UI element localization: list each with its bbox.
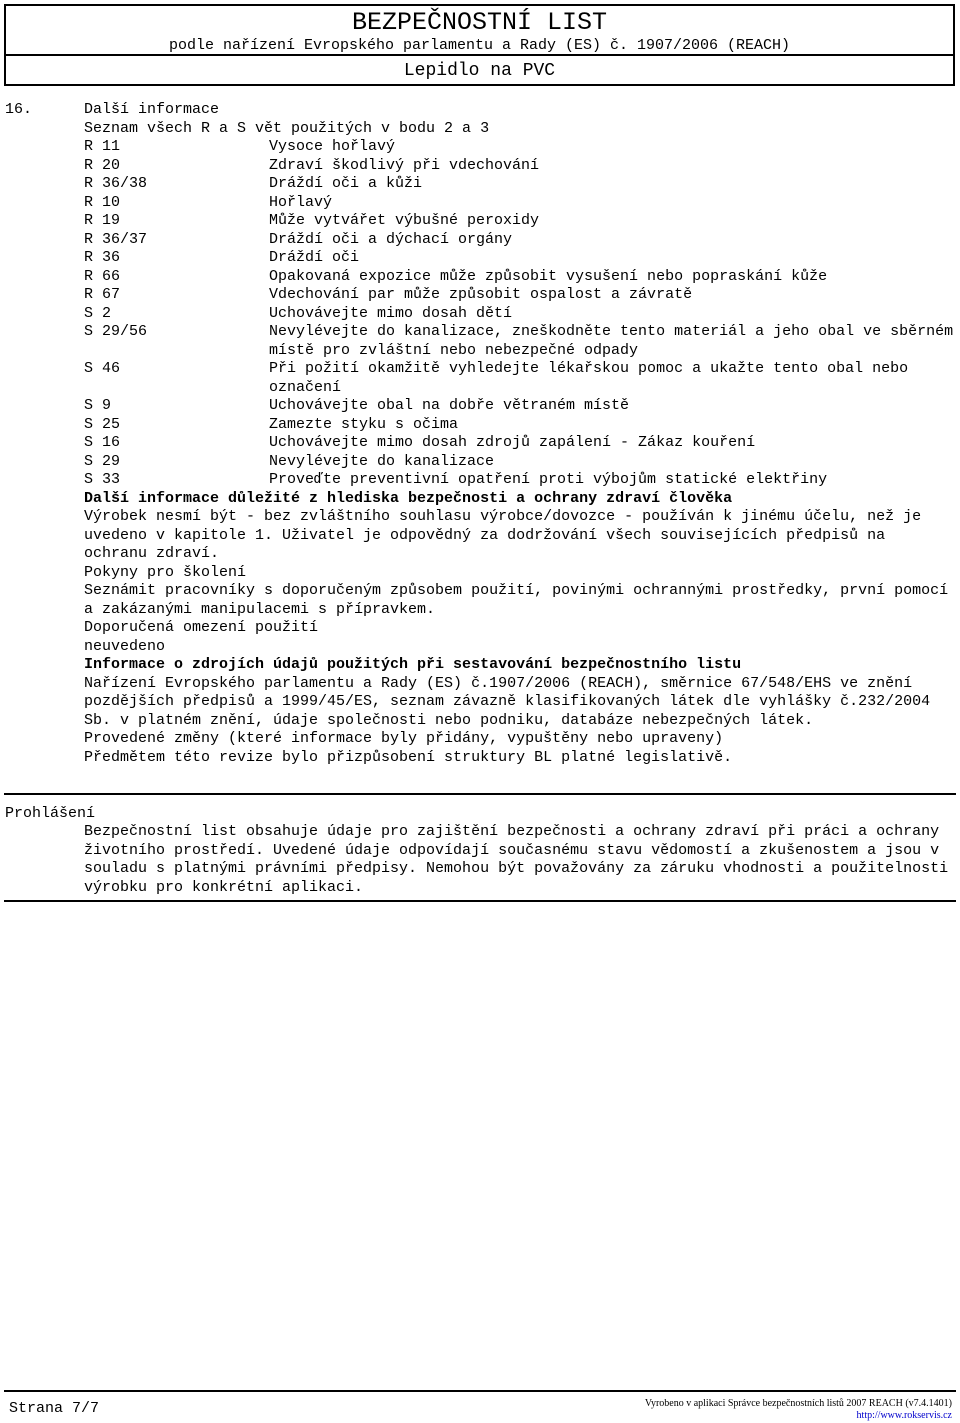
phrase-code: R 19: [84, 212, 121, 229]
phrase-code: S 2: [84, 304, 112, 322]
changes-heading: Provedené změny (které informace byly přidány, vypuštěny nebo upraveny): [84, 730, 724, 747]
phrase-row: [84, 453, 956, 472]
phrase-row: [84, 434, 956, 453]
phrase-text: Uchovávejte mimo dosah zdrojů zapálení - Zákaz kouření: [269, 434, 756, 451]
phrase-row: [84, 231, 956, 250]
phrase-code: S 46: [84, 360, 121, 377]
phrase-text: Zdraví škodlivý při vdechování: [269, 156, 540, 174]
phrase-text: Zamezte styku s očima: [269, 415, 459, 433]
restriction-text: neuvedeno: [84, 637, 166, 655]
changes-text: Předmětem této revize bylo přizpůsobení struktury BL platné legislativě.: [84, 748, 733, 766]
declaration-text: Bezpečnostní list obsahuje údaje pro zajištění bezpečnosti a ochrany zdraví při práci a ochrany životního prostředí. Uvedené údaje odpovídají současnému stavu vědomostí a zkušenostem a jsou v souladu s platnými právními předpisy. Nemohou být považovány za záruku vhodnosti a použitelnosti výrobku pro konkrétní aplikaci.: [84, 823, 949, 896]
regulation-subtitle: podle nařízení Evropského parlamentu a Rady (ES) č. 1907/2006 (REACH): [168, 37, 791, 54]
phrase-code: R 10: [84, 193, 121, 211]
section-content: [84, 101, 956, 767]
phrase-code: S 9: [84, 397, 112, 414]
phrase-text: Proveďte preventivní opatření proti výbojům statické elektřiny: [269, 471, 828, 488]
phrase-code: R 20: [84, 156, 121, 174]
document-header: [4, 4, 955, 56]
phrase-row: [84, 268, 956, 287]
phrase-list: [84, 138, 956, 490]
phrase-text: Nevylévejte do kanalizace, zneškodněte tento materiál a jeho obal ve sběrném místě pro zvláštní nebo nebezpečné odpady: [269, 323, 954, 359]
phrase-row: [84, 360, 956, 397]
phrase-row: [84, 249, 956, 268]
phrase-text: Opakovaná expozice může způsobit vysušení nebo popraskání kůže: [269, 267, 828, 285]
phrase-text: Nevylévejte do kanalizace: [269, 452, 495, 470]
safety-heading: Další informace důležité z hlediska bezpečnosti a ochrany zdraví člověka: [84, 489, 733, 507]
phrase-text: Dráždí oči a kůži: [269, 175, 423, 192]
phrase-code: R 36/37: [84, 230, 148, 248]
phrase-text: Při požití okamžitě vyhledejte lékařskou pomoc a ukažte tento obal nebo označení: [269, 360, 909, 396]
phrase-text: Hořlavý: [269, 193, 333, 211]
phrase-row: [84, 323, 956, 360]
phrase-text: Vysoce hořlavý: [269, 138, 396, 155]
phrase-code: R 66: [84, 267, 121, 285]
phrase-row: [84, 305, 956, 324]
page-number: Strana 7/7: [9, 1400, 100, 1417]
generator-text: Vyrobeno v aplikaci Správce bezpečnostních listů 2007 REACH (v7.4.1401): [644, 1398, 952, 1409]
product-name: Lepidlo na PVC: [4, 56, 955, 86]
phrase-text: Vdechování par může způsobit ospalost a závratě: [269, 286, 693, 303]
phrase-row: [84, 397, 956, 416]
phrase-row: [84, 194, 956, 213]
section-divider: [4, 793, 956, 795]
phrase-code: R 36: [84, 249, 121, 266]
section-number: 16.: [5, 101, 33, 118]
document-title: BEZPEČNOSTNÍ LIST: [351, 8, 608, 37]
phrase-text: Uchovávejte obal na dobře větraném místě: [269, 397, 630, 414]
sources-heading: Informace o zdrojích údajů použitých při sestavování bezpečnostního listu: [84, 656, 742, 673]
phrase-code: S 25: [84, 415, 121, 433]
page-footer: [4, 1390, 956, 1422]
phrase-code: R 36/38: [84, 175, 148, 192]
safety-text: Výrobek nesmí být - bez zvláštního souhlasu výrobce/dovozce - používán k jinému účelu, než je uvedeno v kapitole 1. Uživatel je odpovědný za dodržování všech souvisejících předpisů na ochranu zdraví.: [84, 508, 922, 562]
phrase-row: [84, 138, 956, 157]
section-title: Další informace: [84, 101, 220, 118]
declaration-label: Prohlášení: [5, 805, 96, 822]
phrase-row: [84, 175, 956, 194]
generator-link[interactable]: http://www.rokservis.cz: [856, 1410, 952, 1421]
phrase-row: [84, 416, 956, 435]
phrase-text: Může vytvářet výbušné peroxidy: [269, 212, 540, 229]
phrase-text: Dráždí oči a dýchací orgány: [269, 230, 513, 248]
phrase-row: [84, 286, 956, 305]
phrase-code: R 67: [84, 286, 121, 303]
phrase-code: R 11: [84, 138, 121, 155]
phrase-code: S 29/56: [84, 323, 148, 340]
training-text: Seznámit pracovníky s doporučeným způsobem použití, povinými ochrannými prostředky, první pomocí a zakázanými manipulacemi s přípravkem.: [84, 582, 949, 618]
phrase-row: [84, 471, 956, 490]
phrase-row: [84, 157, 956, 176]
generator-info: [645, 1398, 952, 1422]
phrase-row: [84, 212, 956, 231]
phrase-code: S 29: [84, 452, 121, 470]
restriction-heading: Doporučená omezení použití: [84, 619, 319, 636]
phrase-list-heading: Seznam všech R a S vět použitých v bodu 2 a 3: [84, 119, 490, 137]
phrase-text: Dráždí oči: [269, 249, 360, 266]
phrase-code: S 16: [84, 434, 121, 451]
sources-text: Nařízení Evropského parlamentu a Rady (ES) č.1907/2006 (REACH), směrnice 67/548/EHS ve znění pozdějších předpisů a 1999/45/ES, seznam závazně klasifikovaných látek dle vyhlášky č.232/2004 Sb. v platném znění, údaje společnosti nebo podniku, databáze nebezpečných látek.: [84, 674, 931, 729]
phrase-code: S 33: [84, 471, 121, 488]
training-heading: Pokyny pro školení: [84, 563, 247, 581]
declaration-divider: [4, 900, 956, 902]
phrase-text: Uchovávejte mimo dosah dětí: [269, 304, 513, 322]
